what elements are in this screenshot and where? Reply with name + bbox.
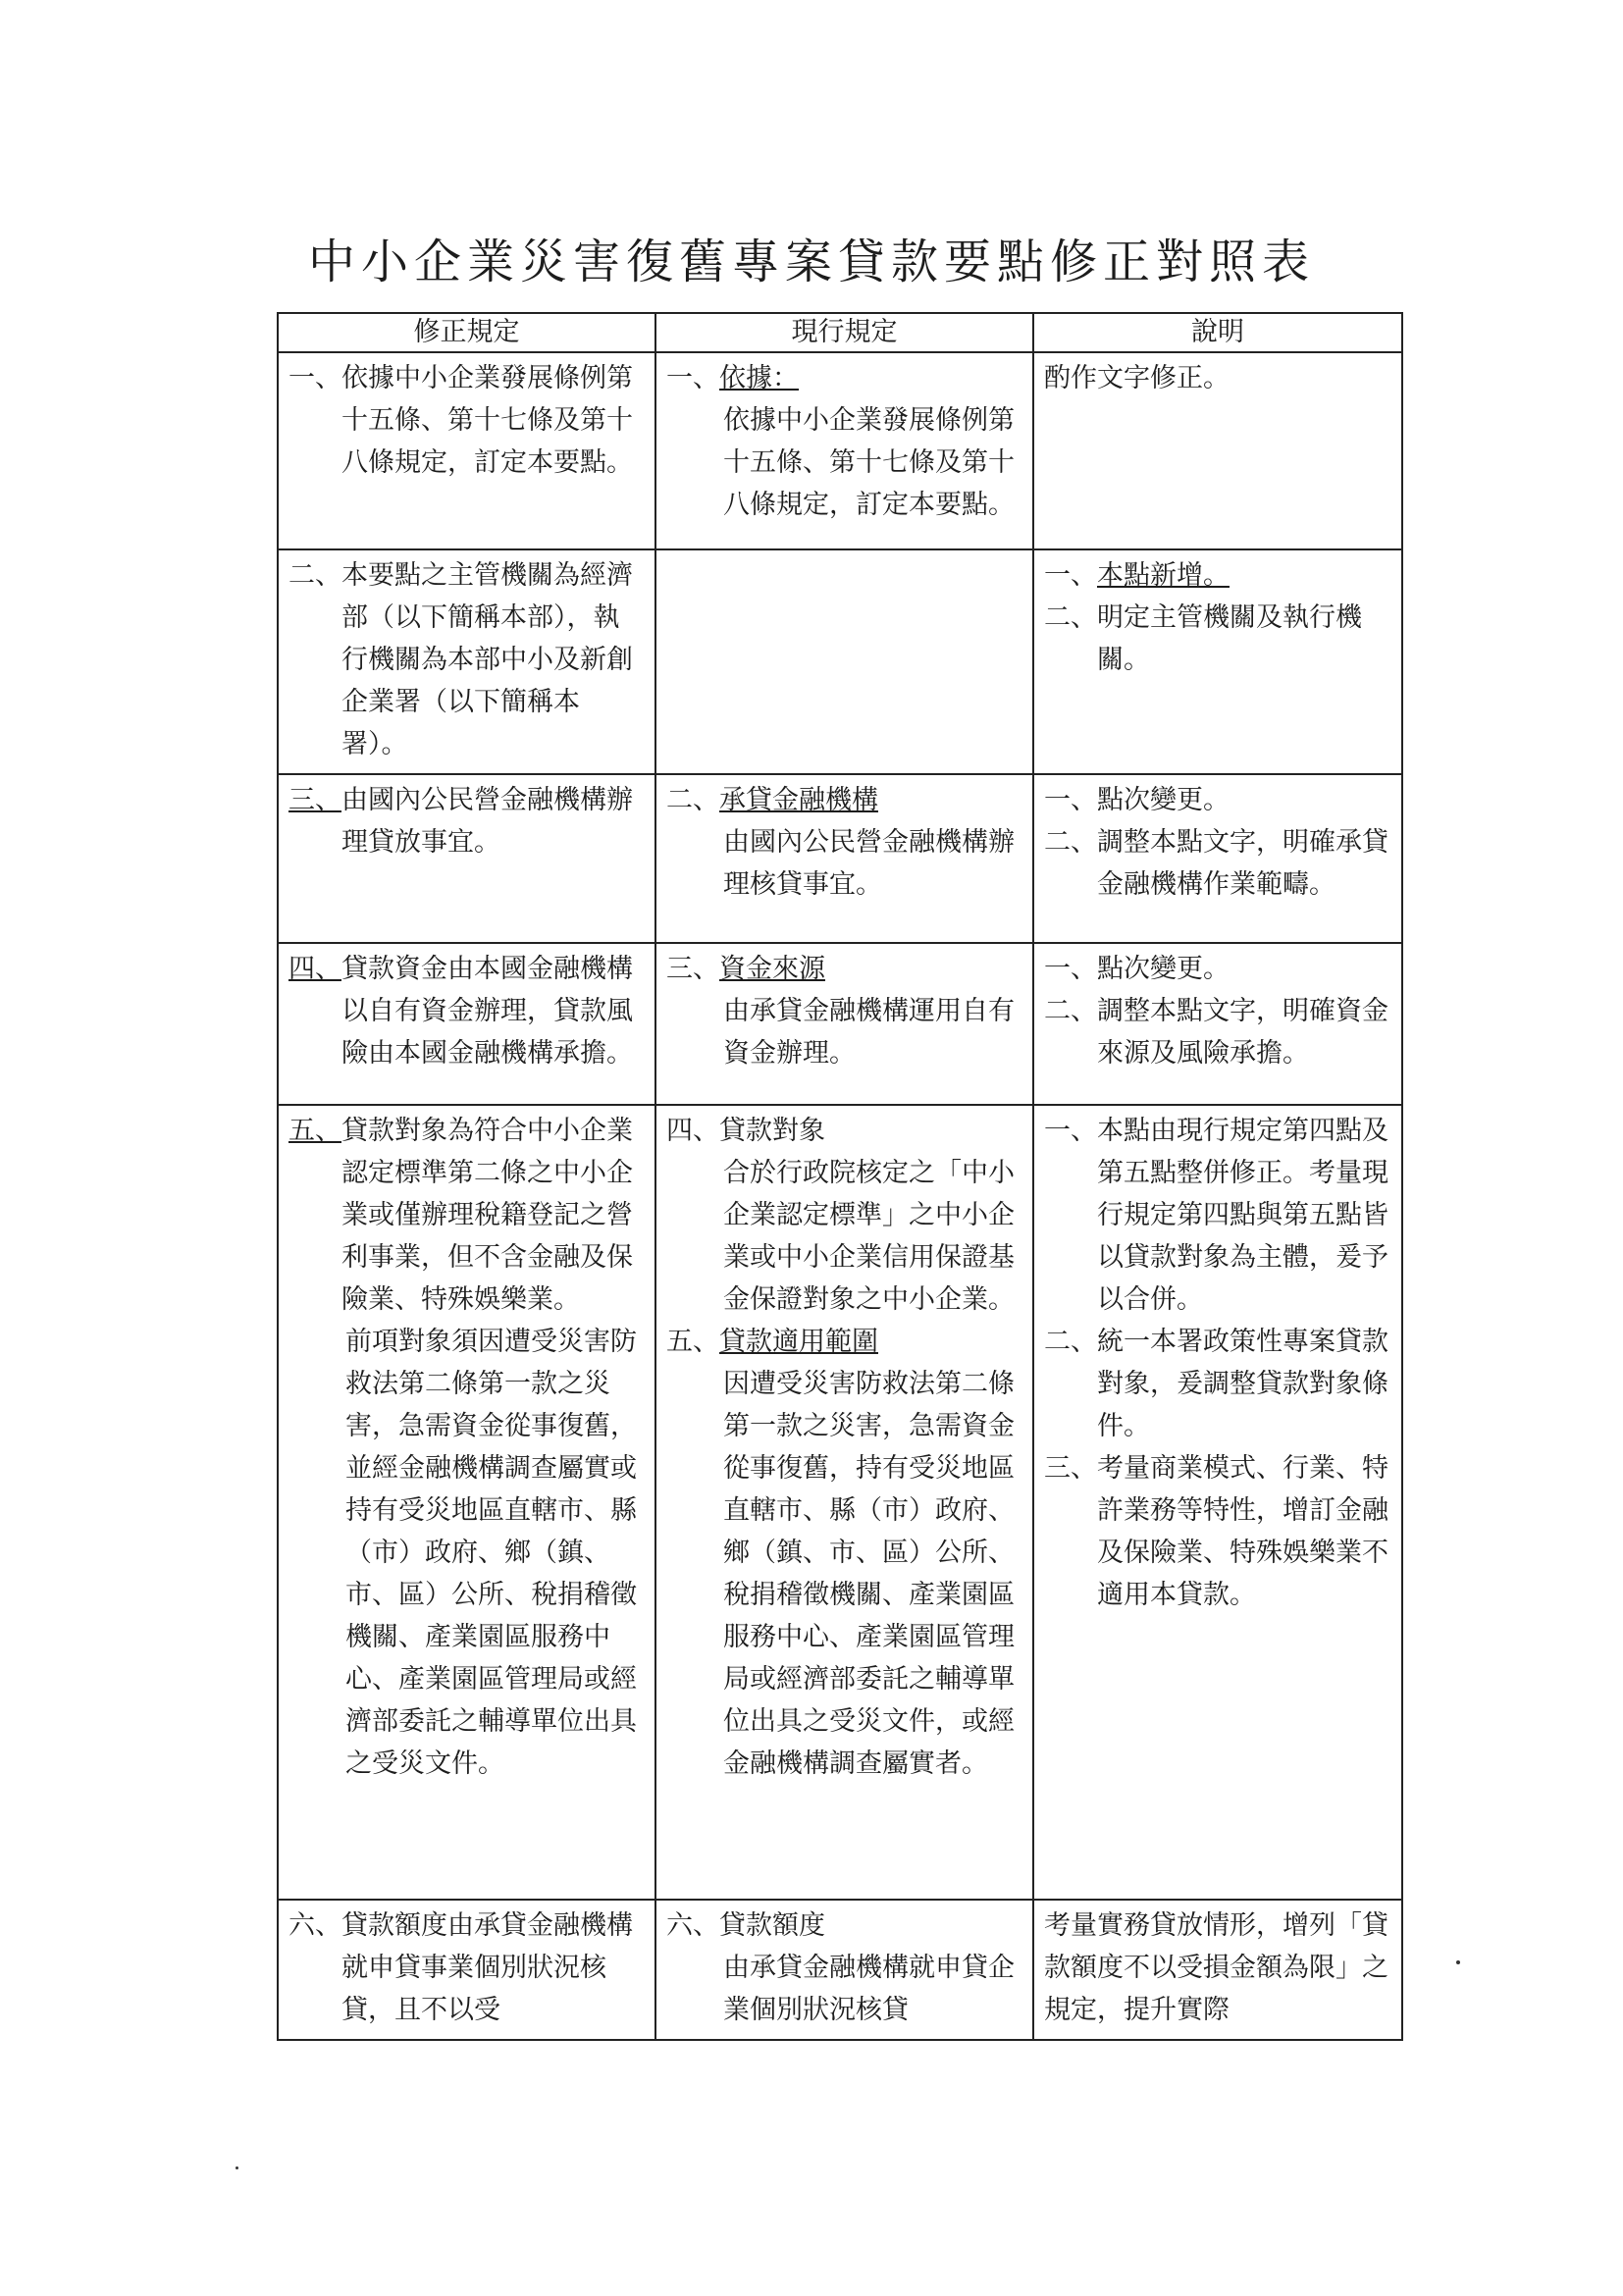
item-heading: 貸款額度 bbox=[719, 1910, 825, 1941]
item-number: 二、 bbox=[1044, 1327, 1097, 1357]
item-text: 由承貸金融機構就申貸企業個別狀況核貸 bbox=[723, 1953, 1015, 2025]
item-text: 貸款額度由承貸金融機構就申貸事業個別狀況核貸，且不以受 bbox=[341, 1910, 633, 2025]
item-number: 一、 bbox=[288, 363, 341, 393]
revised-cell bbox=[278, 549, 655, 774]
table-row bbox=[278, 352, 1402, 549]
item-number: 一、 bbox=[1044, 560, 1097, 591]
item-number: 二、 bbox=[1044, 996, 1097, 1026]
header-note: 說明 bbox=[1033, 313, 1402, 352]
item-number: 一、 bbox=[1044, 1116, 1097, 1146]
item-text: 依據中小企業發展條例第十五條、第十七條及第十八條規定，訂定本要點。 bbox=[723, 405, 1015, 520]
item-number: 四、 bbox=[288, 954, 341, 984]
item-number: 四、 bbox=[666, 1116, 719, 1146]
item-text-paragraph-2: 前項對象須因遭受災害防救法第二條第一款之災害，急需資金從事復舊，並經金融機構調查屬實或持有受災地區直轄市、縣（市）政府、鄉（鎮、市、區）公所、稅捐稽徵機關、產業園區服務中心、產業園區管理局或經濟部委託之輔導單位出具之受災文件。 bbox=[345, 1327, 637, 1779]
item-text: 明定主管機關及執行機關。 bbox=[1097, 602, 1362, 675]
item-text: 貸款對象為符合中小企業認定標準第二條之中小企業或僅辦理稅籍登記之營利事業，但不含金融及保險業、特殊娛樂業。 bbox=[341, 1116, 633, 1315]
item-text: 貸款資金由本國金融機構以自有資金辦理，貸款風險由本國金融機構承擔。 bbox=[341, 954, 633, 1069]
item-text: 由承貸金融機構運用自有資金辦理。 bbox=[723, 996, 1015, 1069]
revised-cell bbox=[278, 1105, 655, 1900]
item-text: 調整本點文字，明確承貸金融機構作業範疇。 bbox=[1097, 827, 1388, 900]
item-text: 本點由現行規定第四點及第五點整併修正。考量現行規定第四點與第五點皆以貸款對象為主體，爰予以合併。 bbox=[1097, 1116, 1388, 1315]
item-heading: 貸款對象 bbox=[719, 1116, 825, 1146]
item-number: 一、 bbox=[1044, 954, 1097, 984]
table-row bbox=[278, 549, 1402, 774]
note-cell bbox=[1033, 774, 1402, 943]
item-text: 考量實務貸放情形，增列「貸款額度不以受損金額為限」之規定，提升實際 bbox=[1044, 1910, 1388, 2025]
note-cell bbox=[1033, 1105, 1402, 1900]
revised-cell bbox=[278, 774, 655, 943]
item-text: 統一本署政策性專案貸款對象，爰調整貸款對象條件。 bbox=[1097, 1327, 1388, 1441]
item-text: 本點新增。 bbox=[1097, 560, 1230, 591]
revised-cell bbox=[278, 943, 655, 1105]
scan-speck bbox=[1456, 1960, 1460, 1964]
item-text: 調整本點文字，明確資金來源及風險承擔。 bbox=[1097, 996, 1388, 1069]
header-current: 現行規定 bbox=[655, 313, 1033, 352]
item-text: 因遭受災害防救法第二條第一款之災害，急需資金從事復舊，持有受災地區直轄市、縣（市）政府、鄉（鎮、市、區）公所、稅捐稽徵機關、產業園區服務中心、產業園區管理局或經濟部委託之輔導單位出具之受災文件，或經金融機構調查屬實者。 bbox=[723, 1369, 1015, 1779]
item-number: 五、 bbox=[666, 1327, 719, 1357]
item-text: 由國內公民營金融機構辦理貸放事宜。 bbox=[341, 785, 633, 858]
header-revised: 修正規定 bbox=[278, 313, 655, 352]
table-row bbox=[278, 774, 1402, 943]
note-cell bbox=[1033, 1900, 1402, 2040]
item-number: 一、 bbox=[1044, 785, 1097, 815]
item-text: 依據中小企業發展條例第十五條、第十七條及第十八條規定，訂定本要點。 bbox=[341, 363, 633, 478]
item-number: 一、 bbox=[666, 363, 719, 393]
current-cell bbox=[655, 774, 1033, 943]
item-text: 本要點之主管機關為經濟部（以下簡稱本部），執行機關為本部中小及新創企業署（以下簡稱本署）。 bbox=[341, 560, 633, 759]
item-text: 由國內公民營金融機構辦理核貸事宜。 bbox=[723, 827, 1015, 900]
item-heading: 承貸金融機構 bbox=[719, 785, 878, 815]
item-text: 考量商業模式、行業、特許業務等特性，增訂金融及保險業、特殊娛樂業不適用本貸款。 bbox=[1097, 1453, 1388, 1610]
item-number: 六、 bbox=[666, 1910, 719, 1941]
table-row bbox=[278, 1900, 1402, 2040]
item-text: 酌作文字修正。 bbox=[1044, 363, 1230, 393]
item-heading: 依據： bbox=[719, 363, 799, 393]
item-text: 合於行政院核定之「中小企業認定標準」之中小企業或中小企業信用保證基金保證對象之中小企業。 bbox=[723, 1158, 1015, 1315]
item-number: 六、 bbox=[288, 1910, 341, 1941]
current-cell bbox=[655, 1900, 1033, 2040]
header-row bbox=[278, 313, 1402, 352]
current-cell bbox=[655, 943, 1033, 1105]
note-cell bbox=[1033, 549, 1402, 774]
note-cell bbox=[1033, 943, 1402, 1105]
current-cell bbox=[655, 1105, 1033, 1900]
item-number: 三、 bbox=[666, 954, 719, 984]
item-number: 二、 bbox=[1044, 602, 1097, 633]
scan-speck bbox=[236, 2166, 238, 2169]
revised-cell bbox=[278, 352, 655, 549]
page-title: 中小企業災害復舊專案貸款要點修正對照表 bbox=[307, 235, 1315, 289]
item-number: 二、 bbox=[1044, 827, 1097, 858]
item-number: 二、 bbox=[666, 785, 719, 815]
item-number: 二、 bbox=[288, 560, 341, 591]
comparison-table bbox=[277, 312, 1403, 2041]
item-heading: 資金來源 bbox=[719, 954, 825, 984]
item-number: 三、 bbox=[288, 785, 341, 815]
item-heading: 貸款適用範圍 bbox=[719, 1327, 878, 1357]
table-row bbox=[278, 943, 1402, 1105]
note-cell bbox=[1033, 352, 1402, 549]
current-cell bbox=[655, 352, 1033, 549]
revised-cell bbox=[278, 1900, 655, 2040]
table-row bbox=[278, 1105, 1402, 1900]
item-number: 三、 bbox=[1044, 1453, 1097, 1484]
item-text: 點次變更。 bbox=[1097, 954, 1230, 984]
item-text: 點次變更。 bbox=[1097, 785, 1230, 815]
item-number: 五、 bbox=[288, 1116, 341, 1146]
current-cell bbox=[655, 549, 1033, 774]
